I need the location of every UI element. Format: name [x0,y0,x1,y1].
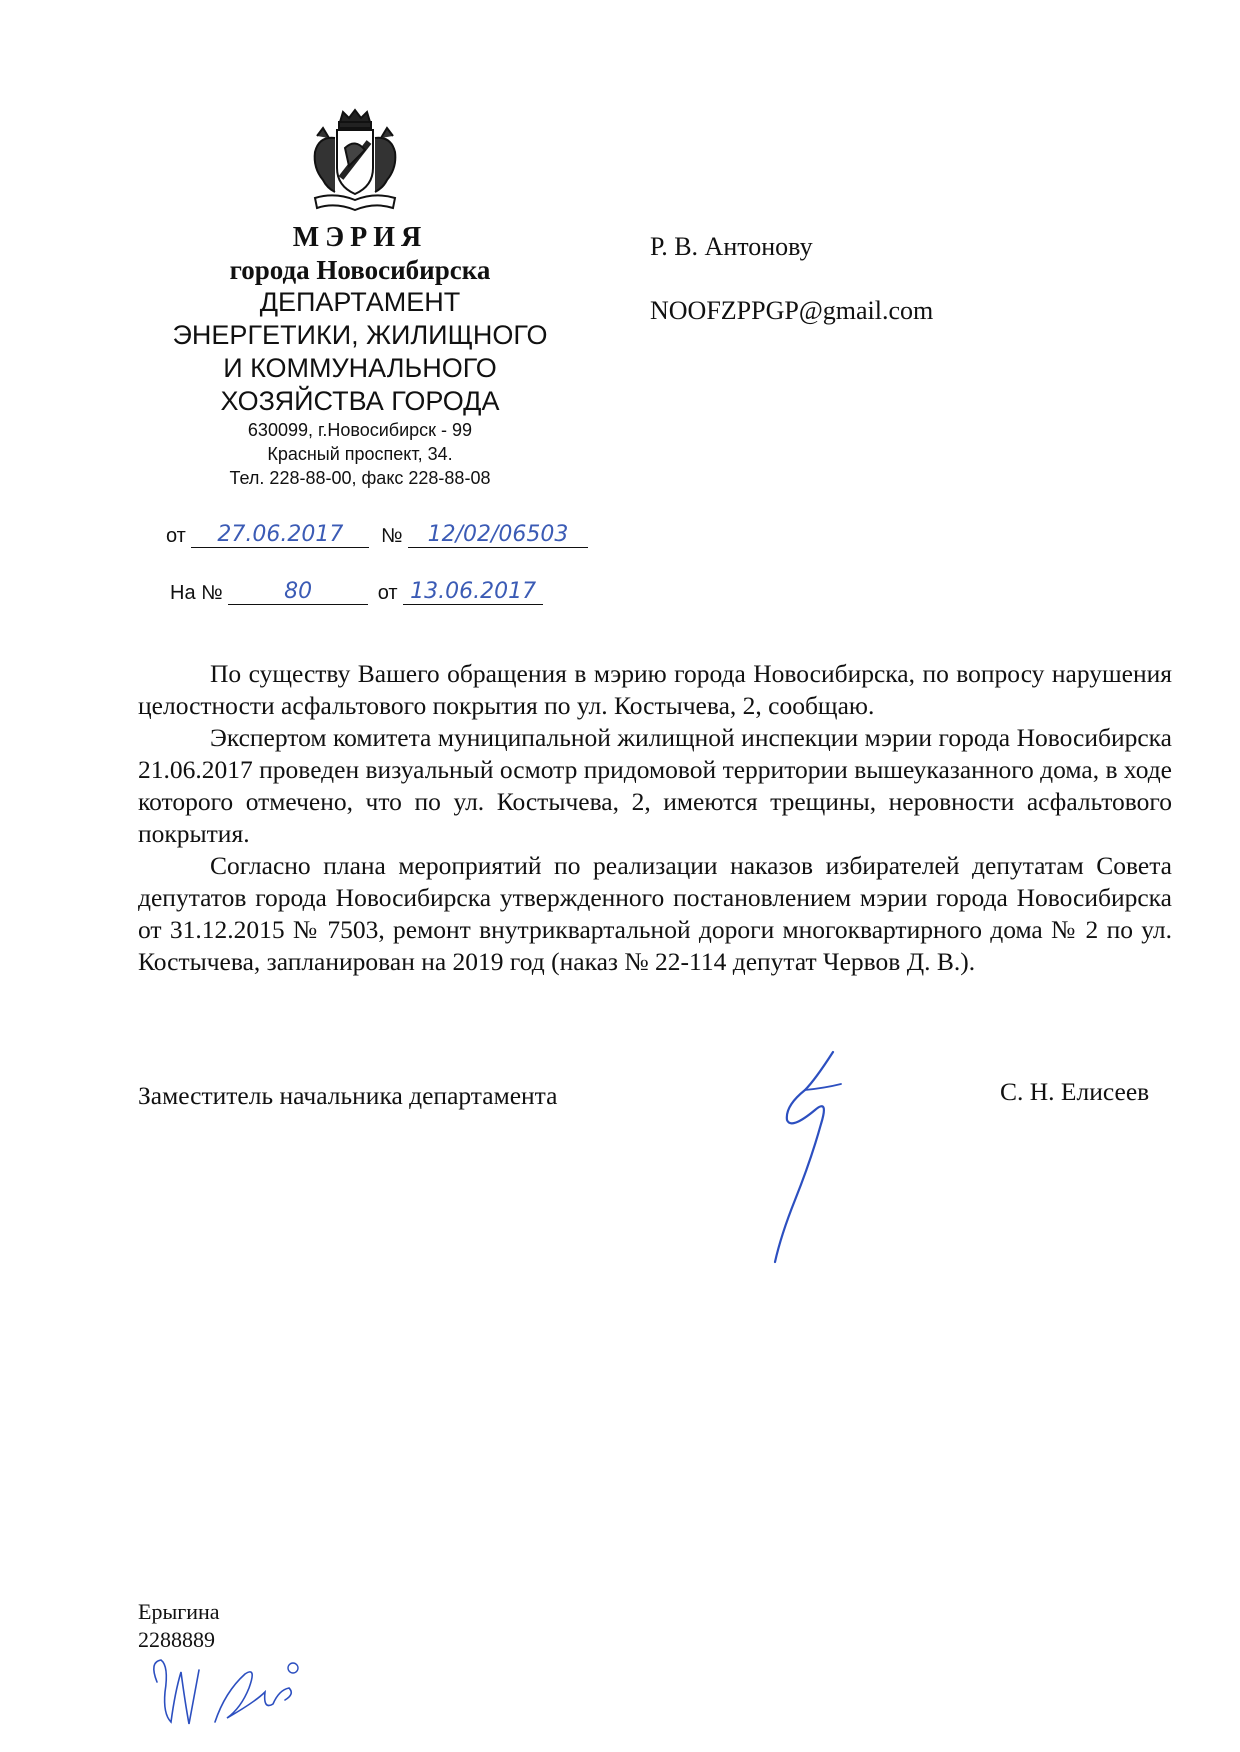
from-date-field [191,523,369,548]
body-paragraph: Согласно плана мероприятий по реализации наказов избирателей депутатам Совета депутатов города Новосибирска утвержденного постановлением мэрии города Новосибирска от 31.12.2015 № 7503, ремонт внутриквартальной дороги многоквартирного дома № 2 по ул. Костычева, запланирован на 2019 год (наказ № 22-114 депутат Червов Д. В.). [138,851,1172,976]
ref-date-value: 13.06.2017 [410,579,537,604]
department-line: ДЕПАРТАМЕНТ [259,287,461,317]
department-line: ЭНЕРГЕТИКИ, ЖИЛИЩНОГО [172,320,548,350]
ref-number-value: 80 [284,579,313,604]
ref-number-field [228,580,368,605]
handwritten-signature [745,1050,855,1265]
ref-from-label: от [377,582,398,604]
letter-body [138,658,1172,978]
from-label: от [166,525,186,547]
ref-date-field [403,580,543,605]
executor-info [138,1598,220,1654]
coat-of-arms-emblem [305,108,405,214]
department-line: И КОММУНАЛЬНОГО [223,353,497,383]
ref-label: На № [170,582,223,604]
signer-title: Заместитель начальника департамента [138,1081,558,1110]
recipient-name: Р. В. Антонову [650,232,813,261]
incoming-reference [170,580,543,605]
number-value: 12/02/06503 [427,522,569,547]
address-line: 630099, г.Новосибирск - 99 [247,420,473,440]
org-city: города Новосибирска [229,255,491,285]
signer-name: С. Н. Елисеев [1000,1077,1150,1106]
handwritten-initials [145,1652,315,1732]
recipient-email: NOOFZPPGP@gmail.com [650,296,934,325]
number-label: № [380,525,403,547]
letterhead [140,222,580,490]
number-field [408,523,588,548]
body-paragraph: По существу Вашего обращения в мэрию города Новосибирска, по вопросу нарушения целостности асфальтового покрытия по ул. Костычева, 2, сообщаю. [138,659,1172,720]
executor-name: Ерыгина [138,1599,220,1624]
department-line: ХОЗЯЙСТВА ГОРОДА [220,386,500,416]
address-line: Красный проспект, 34. [267,444,453,464]
outgoing-registration [166,523,588,548]
executor-phone: 2288889 [138,1627,215,1652]
from-date-value: 27.06.2017 [217,522,344,547]
address-line: Тел. 228-88-00, факс 228-88-08 [229,468,491,488]
org-name: МЭРИЯ [292,222,428,253]
body-paragraph: Экспертом комитета муниципальной жилищной инспекции мэрии города Новосибирска 21.06.2017 проведен визуальный осмотр придомовой территории вышеуказанного дома, в ходе которого отмечено, что по ул. Костычева, 2, имеются трещины, неровности асфальтового покрытия. [138,723,1172,848]
